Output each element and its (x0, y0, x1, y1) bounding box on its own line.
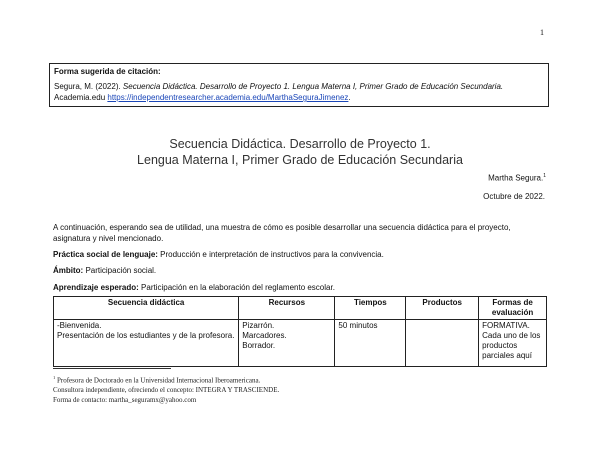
footnote-line2: Consultora independiente, ofreciendo el concepto: INTEGRA Y TRASCIENDE. (53, 386, 280, 395)
citation-text (54, 81, 544, 103)
cell-evaluacion-line: FORMATIVA. (482, 321, 530, 330)
header-productos: Productos (406, 297, 479, 320)
aprendizaje-esperado (53, 283, 335, 292)
footnote-line1 (53, 373, 279, 385)
cell-recursos-line: Borrador. (242, 341, 276, 350)
header-formas-evaluacion: Formas de evaluación (479, 297, 547, 320)
document-title-line2: Lengua Materna I, Primer Grado de Educación Secundaria (137, 153, 463, 167)
cell-secuencia-line: Presentación de los estudiantes y de la profesora. (57, 331, 235, 340)
page-number: 1 (540, 28, 544, 37)
cell-evaluacion-line: Cada uno de los productos parciales aquí (482, 331, 541, 360)
header-secuencia: Secuencia didáctica (54, 297, 239, 320)
citation-end: . (348, 93, 351, 102)
table-header-row (54, 297, 547, 320)
author-footnote-mark: 1 (543, 173, 546, 179)
footnotes (53, 373, 279, 405)
table-row (54, 320, 547, 367)
citation-work-title: Secuencia Didáctica. Desarrollo de Proyecto 1. Lengua Materna I, Primer Grado de Educación Secundaria. (122, 82, 504, 91)
citation-prefix: Segura, M. (2022). (54, 82, 123, 91)
footnote-mark: 1 (53, 375, 56, 380)
footnote-divider (53, 368, 171, 369)
practica-label: Práctica social de lenguaje: (53, 250, 158, 259)
sequence-table (53, 296, 547, 367)
header-recursos: Recursos (239, 297, 335, 320)
date: Octubre de 2022. (483, 192, 545, 201)
citation-suffix: Academia.edu (54, 93, 108, 102)
cell-secuencia (54, 320, 239, 367)
citation-link[interactable]: https://independentresearcher.academia.edu/MarthaSeguraJimenez (107, 93, 349, 102)
practica-value: Producción e interpretación de instructivos para la convivencia. (157, 250, 384, 259)
ambito (53, 266, 156, 275)
citation-box (49, 63, 549, 107)
cell-secuencia-line: -Bienvenida. (57, 321, 102, 330)
cell-recursos (239, 320, 335, 367)
intro-paragraph: A continuación, esperando sea de utilidad, una muestra de cómo es posible desarrollar una secuencia didáctica para el proyecto, asignatura y nivel mencionado. (53, 223, 511, 243)
cell-recursos-line: Marcadores. (242, 331, 287, 340)
ambito-label: Ámbito: (53, 266, 84, 275)
cell-tiempos: 50 minutos (335, 320, 406, 367)
author-name: Martha Segura. (488, 173, 544, 183)
aprendizaje-value: Participación en la elaboración del reglamento escolar. (138, 283, 335, 292)
aprendizaje-label: Aprendizaje esperado: (53, 283, 139, 292)
cell-productos (406, 320, 479, 367)
practica-social (53, 250, 384, 259)
cell-recursos-line: Pizarrón. (242, 321, 275, 330)
footnote-text: Profesora de Doctorado en la Universidad Internacional Iberoamericana. (55, 376, 261, 385)
author (488, 173, 546, 183)
footnote-line3: Forma de contacto: martha_seguramx@yahoo.com (53, 396, 197, 405)
header-tiempos: Tiempos (335, 297, 406, 320)
citation-heading: Forma sugerida de citación: (54, 67, 161, 76)
cell-evaluacion (479, 320, 547, 367)
document-title-line1: Secuencia Didáctica. Desarrollo de Proyecto 1. (169, 137, 431, 151)
ambito-value: Participación social. (83, 266, 157, 275)
